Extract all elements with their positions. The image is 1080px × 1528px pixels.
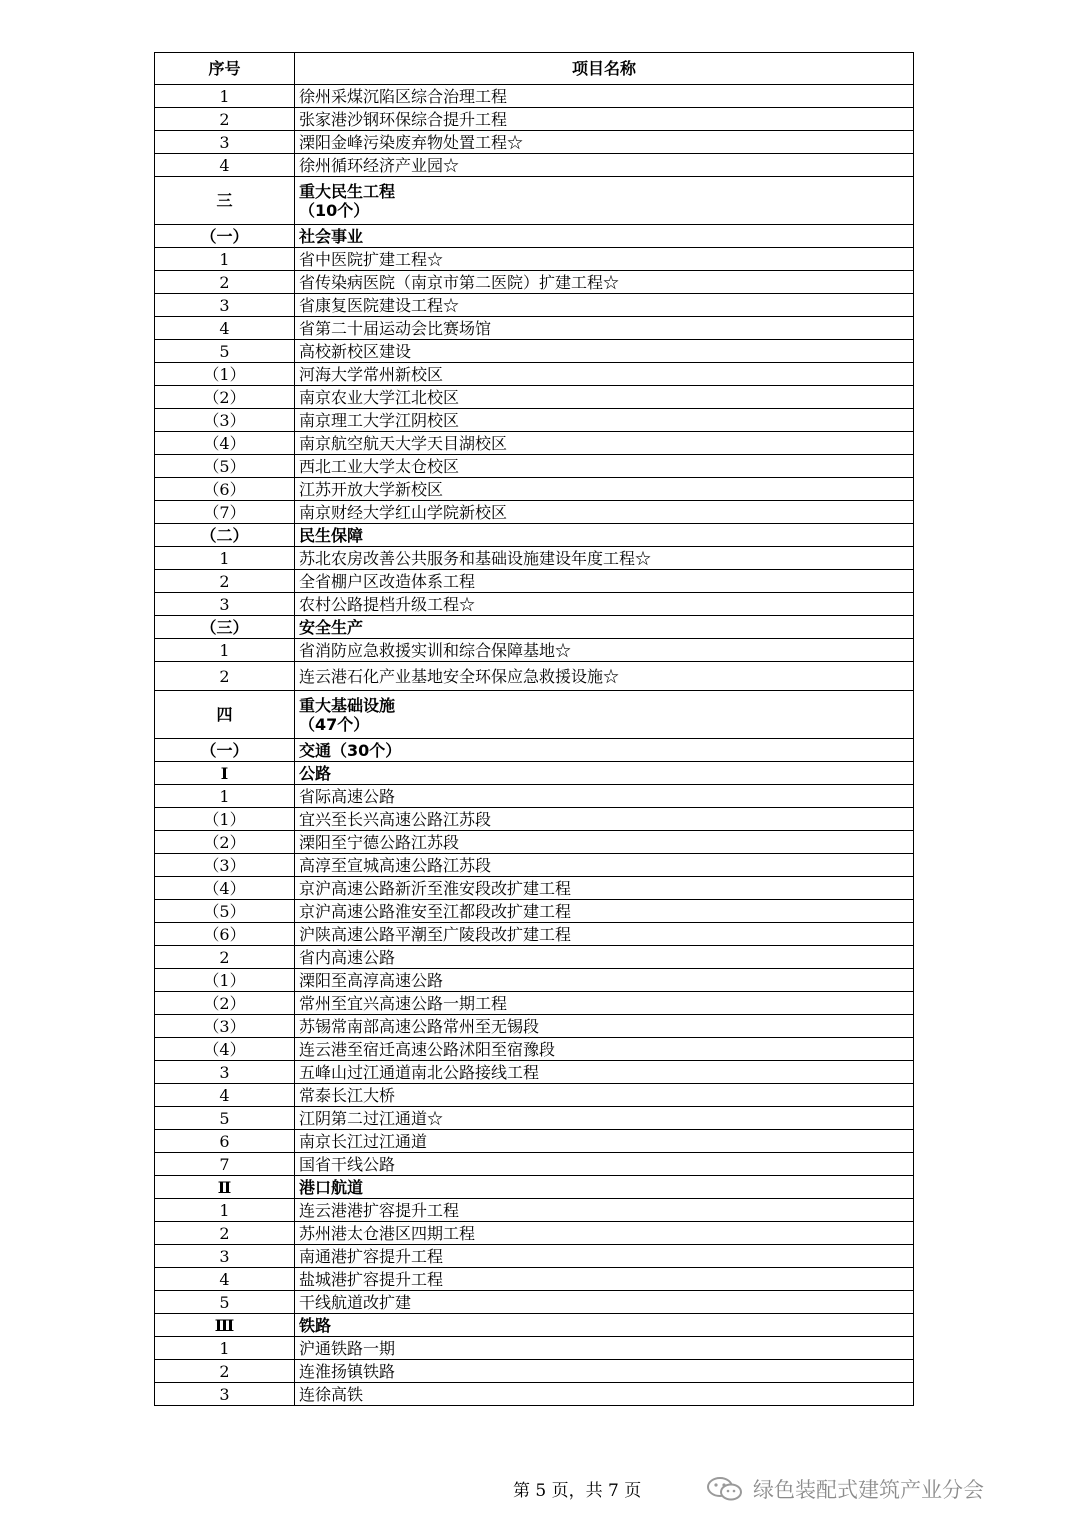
row-name: 农村公路提档升级工程☆ — [295, 593, 914, 616]
row-seq: （6） — [155, 923, 295, 946]
page-footer — [0, 1474, 1080, 1502]
table-row — [155, 762, 914, 785]
table-row — [155, 1061, 914, 1084]
row-seq: 5 — [155, 340, 295, 363]
row-seq: 1 — [155, 1337, 295, 1360]
row-name: 省消防应急救援实训和综合保障基地☆ — [295, 639, 914, 662]
row-seq: 5 — [155, 1291, 295, 1314]
row-name: 高校新校区建设 — [295, 340, 914, 363]
row-seq: （2） — [155, 831, 295, 854]
row-name-line2: （10个） — [299, 200, 370, 220]
row-name: 沪陕高速公路平潮至广陵段改扩建工程 — [295, 923, 914, 946]
header-name: 项目名称 — [295, 53, 914, 85]
row-seq: （4） — [155, 432, 295, 455]
row-seq: Ⅱ — [155, 1176, 295, 1199]
row-name: 溧阳至高淳高速公路 — [295, 969, 914, 992]
row-seq: （5） — [155, 900, 295, 923]
row-name: 江阴第二过江通道☆ — [295, 1107, 914, 1130]
row-name: 徐州循环经济产业园☆ — [295, 154, 914, 177]
row-seq: 3 — [155, 1383, 295, 1406]
row-seq: （2） — [155, 992, 295, 1015]
row-name: 连云港至宿迁高速公路沭阳至宿豫段 — [295, 1038, 914, 1061]
row-name: 常州至宜兴高速公路一期工程 — [295, 992, 914, 1015]
row-name: 南京长江过江通道 — [295, 1130, 914, 1153]
row-seq: 2 — [155, 946, 295, 969]
table-row — [155, 992, 914, 1015]
row-name: 西北工业大学太仓校区 — [295, 455, 914, 478]
row-seq: 5 — [155, 1107, 295, 1130]
row-seq: 2 — [155, 570, 295, 593]
row-seq: （1） — [155, 363, 295, 386]
row-name: 省第二十届运动会比赛场馆 — [295, 317, 914, 340]
table-row — [155, 1199, 914, 1222]
table-row — [155, 1084, 914, 1107]
table-row — [155, 1383, 914, 1406]
row-seq: 3 — [155, 1061, 295, 1084]
row-seq: 1 — [155, 1199, 295, 1222]
table-row — [155, 662, 914, 691]
row-seq: 4 — [155, 317, 295, 340]
row-name: 干线航道改扩建 — [295, 1291, 914, 1314]
project-table — [154, 52, 914, 1406]
row-seq: 1 — [155, 85, 295, 108]
row-seq: （6） — [155, 478, 295, 501]
row-name-line1: 重大基础设施 — [299, 695, 396, 715]
row-name: 宜兴至长兴高速公路江苏段 — [295, 808, 914, 831]
row-name: 京沪高速公路新沂至淮安段改扩建工程 — [295, 877, 914, 900]
row-name: 苏锡常南部高速公路常州至无锡段 — [295, 1015, 914, 1038]
table-row — [155, 969, 914, 992]
row-seq: （3） — [155, 409, 295, 432]
row-name: 南京财经大学红山学院新校区 — [295, 501, 914, 524]
row-name: 苏北农房改善公共服务和基础设施建设年度工程☆ — [295, 547, 914, 570]
row-name: 省内高速公路 — [295, 946, 914, 969]
table-row — [155, 363, 914, 386]
row-name: 连淮扬镇铁路 — [295, 1360, 914, 1383]
table-row — [155, 85, 914, 108]
table-row — [155, 108, 914, 131]
row-seq: （3） — [155, 1015, 295, 1038]
table-row — [155, 900, 914, 923]
table-row — [155, 317, 914, 340]
row-name: 南京航空航天大学天目湖校区 — [295, 432, 914, 455]
row-seq: （5） — [155, 455, 295, 478]
table-row — [155, 1337, 914, 1360]
table-row — [155, 877, 914, 900]
table-row — [155, 154, 914, 177]
table-row — [155, 478, 914, 501]
row-name: 苏州港太仓港区四期工程 — [295, 1222, 914, 1245]
row-name: 公路 — [295, 762, 914, 785]
row-name: 江苏开放大学新校区 — [295, 478, 914, 501]
row-name: 徐州采煤沉陷区综合治理工程 — [295, 85, 914, 108]
table-row — [155, 616, 914, 639]
row-name: 连云港港扩容提升工程 — [295, 1199, 914, 1222]
row-name: 盐城港扩容提升工程 — [295, 1268, 914, 1291]
row-name: 连云港石化产业基地安全环保应急救援设施☆ — [295, 662, 914, 691]
row-seq: 三 — [155, 177, 295, 225]
row-seq: 2 — [155, 1222, 295, 1245]
row-name: 溧阳金峰污染废弃物处置工程☆ — [295, 131, 914, 154]
row-name: 高淳至宣城高速公路江苏段 — [295, 854, 914, 877]
row-name: 张家港沙钢环保综合提升工程 — [295, 108, 914, 131]
table-row — [155, 386, 914, 409]
table-row — [155, 455, 914, 478]
row-name: 河海大学常州新校区 — [295, 363, 914, 386]
row-name: 五峰山过江通道南北公路接线工程 — [295, 1061, 914, 1084]
row-seq: 3 — [155, 294, 295, 317]
row-name: 沪通铁路一期 — [295, 1337, 914, 1360]
row-seq: （4） — [155, 877, 295, 900]
table-row — [155, 340, 914, 363]
row-seq: （1） — [155, 808, 295, 831]
header-seq: 序号 — [155, 53, 295, 85]
row-name: 省中医院扩建工程☆ — [295, 248, 914, 271]
row-name: 国省干线公路 — [295, 1153, 914, 1176]
table-header-row — [155, 53, 914, 85]
table-row — [155, 946, 914, 969]
table-row — [155, 1176, 914, 1199]
row-seq: （7） — [155, 501, 295, 524]
table-body — [155, 85, 914, 1406]
table-row — [155, 177, 914, 225]
row-seq: Ⅲ — [155, 1314, 295, 1337]
row-seq: 6 — [155, 1130, 295, 1153]
table-row — [155, 271, 914, 294]
row-seq: 4 — [155, 154, 295, 177]
table-row — [155, 1360, 914, 1383]
table-row — [155, 248, 914, 271]
table-row — [155, 1291, 914, 1314]
row-name: 省传染病医院（南京市第二医院）扩建工程☆ — [295, 271, 914, 294]
table-row — [155, 831, 914, 854]
row-seq: 2 — [155, 108, 295, 131]
table-row — [155, 131, 914, 154]
table-row — [155, 1015, 914, 1038]
row-seq: 四 — [155, 691, 295, 739]
row-seq: 2 — [155, 662, 295, 691]
row-name: 交通（30个） — [295, 739, 914, 762]
table-row — [155, 1222, 914, 1245]
table-row — [155, 409, 914, 432]
table-row — [155, 1038, 914, 1061]
watermark — [705, 1474, 984, 1504]
table-row — [155, 1314, 914, 1337]
row-seq: 1 — [155, 639, 295, 662]
row-seq: 7 — [155, 1153, 295, 1176]
row-seq: 4 — [155, 1084, 295, 1107]
row-seq: （3） — [155, 854, 295, 877]
table-row — [155, 785, 914, 808]
row-name: 港口航道 — [295, 1176, 914, 1199]
row-seq: （一） — [155, 225, 295, 248]
row-seq: （三） — [155, 616, 295, 639]
row-name: 连徐高铁 — [295, 1383, 914, 1406]
row-seq: 3 — [155, 1245, 295, 1268]
table-row — [155, 1153, 914, 1176]
table-row — [155, 808, 914, 831]
row-name: 京沪高速公路淮安至江都段改扩建工程 — [295, 900, 914, 923]
row-seq: 3 — [155, 593, 295, 616]
table-row — [155, 1107, 914, 1130]
wechat-icon — [705, 1476, 745, 1502]
table-row — [155, 1130, 914, 1153]
row-seq: （1） — [155, 969, 295, 992]
row-name: 铁路 — [295, 1314, 914, 1337]
row-name: 南京农业大学江北校区 — [295, 386, 914, 409]
watermark-text: 绿色装配式建筑产业分会 — [753, 1478, 984, 1502]
row-name: 省康复医院建设工程☆ — [295, 294, 914, 317]
row-seq: 1 — [155, 547, 295, 570]
row-seq: 1 — [155, 785, 295, 808]
row-name-line1: 重大民生工程 — [299, 181, 396, 201]
row-name: 省际高速公路 — [295, 785, 914, 808]
table-row — [155, 1245, 914, 1268]
row-name — [295, 691, 914, 739]
table-row — [155, 294, 914, 317]
table-row — [155, 524, 914, 547]
table-row — [155, 501, 914, 524]
row-seq: （4） — [155, 1038, 295, 1061]
table-row — [155, 570, 914, 593]
table-row — [155, 923, 914, 946]
table-row — [155, 225, 914, 248]
row-name: 全省棚户区改造体系工程 — [295, 570, 914, 593]
row-name: 溧阳至宁德公路江苏段 — [295, 831, 914, 854]
row-seq: （2） — [155, 386, 295, 409]
row-name: 社会事业 — [295, 225, 914, 248]
row-seq: 1 — [155, 248, 295, 271]
row-seq: （一） — [155, 739, 295, 762]
row-name: 民生保障 — [295, 524, 914, 547]
row-name: 南京理工大学江阴校区 — [295, 409, 914, 432]
table-row — [155, 639, 914, 662]
table-row — [155, 739, 914, 762]
table-row — [155, 691, 914, 739]
table-row — [155, 432, 914, 455]
table-row — [155, 593, 914, 616]
table-row — [155, 854, 914, 877]
row-seq: Ⅰ — [155, 762, 295, 785]
row-name — [295, 177, 914, 225]
row-seq: 2 — [155, 1360, 295, 1383]
table-row — [155, 547, 914, 570]
row-name: 南通港扩容提升工程 — [295, 1245, 914, 1268]
row-name: 常泰长江大桥 — [295, 1084, 914, 1107]
row-name: 安全生产 — [295, 616, 914, 639]
row-seq: 3 — [155, 131, 295, 154]
row-seq: 4 — [155, 1268, 295, 1291]
page-number: 第 5 页，共 7 页 — [513, 1481, 642, 1501]
row-name-line2: （47个） — [299, 714, 370, 734]
row-seq: （二） — [155, 524, 295, 547]
row-seq: 2 — [155, 271, 295, 294]
table-row — [155, 1268, 914, 1291]
